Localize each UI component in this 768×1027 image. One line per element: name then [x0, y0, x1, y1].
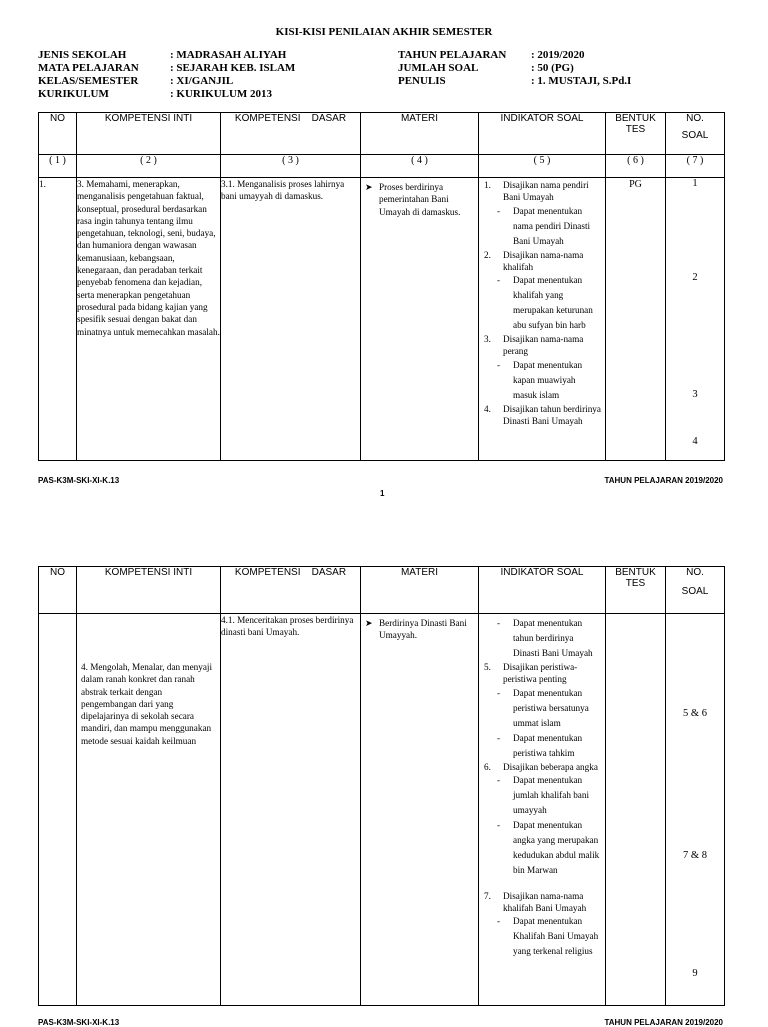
indikator-number: 3. — [484, 334, 491, 345]
list-item — [484, 761, 601, 773]
list-item — [484, 686, 601, 761]
header-kompetensi-dasar: KOMPETENSI DASAR — [221, 567, 361, 614]
soal-number: 7 & 8 — [683, 850, 707, 861]
no-soal-cell — [666, 614, 725, 1006]
list-item — [484, 358, 601, 403]
materi-item — [361, 178, 478, 218]
kompetensi-dasar-text: 4.1. Menceritakan proses berdirinya dinasti bani Umayah. — [221, 614, 361, 1006]
meta-value: : 2019/2020 — [531, 49, 585, 61]
indikator-number: 5. — [484, 662, 491, 672]
sub-item: - Dapat menentukan peristiwa tahkim — [497, 731, 601, 761]
indikator-number: 1. — [484, 180, 491, 190]
meta-value: : MADRASAH ALIYAH — [170, 49, 287, 61]
indikator-number: 6. — [484, 761, 491, 772]
header-no-soal-line2: SOAL — [681, 586, 709, 597]
sub-item: - Dapat menentukan kapan muawiyah masuk islam — [497, 358, 601, 403]
soal-number: 1 — [692, 178, 698, 189]
soal-number: 9 — [692, 968, 698, 979]
list-item — [484, 273, 601, 333]
header-no-soal-line1: NO. — [686, 567, 704, 578]
meta-value: : 50 (PG) — [531, 62, 574, 74]
col-index: ( 1 ) — [39, 155, 77, 178]
materi-cell — [361, 614, 479, 1006]
header-no-soal — [666, 113, 725, 155]
header-materi: MATERI — [361, 567, 479, 614]
header-no: NO — [39, 567, 77, 614]
indikator-cell — [479, 178, 606, 461]
footer-year: TAHUN PELAJARAN 2019/2020 — [604, 476, 723, 485]
soal-number: 5 & 6 — [683, 708, 707, 719]
header-bentuk-tes: BENTUK TES — [606, 113, 666, 155]
row-number — [39, 614, 77, 1006]
meta-label: KELAS/SEMESTER — [38, 75, 139, 87]
sub-item-text: Dapat menentukan kapan muawiyah masuk islam — [513, 359, 583, 400]
sub-list — [484, 773, 601, 878]
meta-year-row — [398, 49, 631, 62]
meta-class-row — [38, 75, 295, 88]
table-row — [39, 614, 725, 1006]
indikator-text: Disajikan nama pendiri Bani Umayah — [503, 180, 589, 203]
indikator-number: 4. — [484, 403, 491, 414]
sub-item: - Dapat menentukan Khalifah Bani Umayah yang terkenal religius — [497, 914, 601, 959]
list-item — [484, 914, 601, 959]
footer-code: PAS-K3M-SKI-XI-K.13 — [38, 1018, 120, 1027]
arrow-bullet-icon: ➤ — [365, 182, 373, 192]
column-index-row — [39, 155, 725, 178]
sub-item: - Dapat menentukan angka yang merupakan kedudukan abdul malik bin Marwan — [497, 818, 601, 878]
col-index: ( 3 ) — [221, 155, 361, 178]
table-row — [39, 178, 725, 461]
indikator-cell — [479, 614, 606, 1006]
bentuk-tes-value — [606, 614, 666, 1006]
meta-label: MATA PELAJARAN — [38, 62, 139, 74]
header-row — [39, 113, 725, 155]
meta-school-row — [38, 49, 295, 62]
document-title: KISI-KISI PENILAIAN AKHIR SEMESTER — [275, 26, 493, 38]
row-number: 1. — [39, 178, 77, 461]
sub-list — [484, 273, 601, 333]
kisi-table-page-1 — [38, 112, 725, 461]
indikator-text: Disajikan nama-nama khalifah Bani Umayah — [503, 890, 587, 914]
meta-value: : XI/GANJIL — [170, 75, 234, 87]
kompetensi-dasar-text: 3.1. Menganalisis proses lahirnya bani umayyah di damaskus. — [221, 178, 361, 461]
sub-item: - Dapat menentukan jumlah khalifah bani umayyah — [497, 773, 601, 818]
indikator-number: 2. — [484, 249, 491, 260]
col-index: ( 7 ) — [666, 155, 725, 178]
list-item — [484, 249, 601, 274]
meta-value: : 1. MUSTAJI, S.Pd.I — [531, 75, 632, 87]
meta-label: JENIS SEKOLAH — [38, 49, 127, 61]
meta-author-row — [398, 75, 631, 88]
header-bentuk-tes: BENTUK TES — [606, 567, 666, 614]
header-no: NO — [39, 113, 77, 155]
indikator-list — [479, 614, 605, 959]
list-item — [484, 179, 601, 204]
sub-item-text: Dapat menentukan nama pendiri Dinasti Bani Umayah — [513, 205, 591, 246]
sub-item-text: Dapat menentukan angka yang merupakan kedudukan abdul malik bin Marwan — [513, 819, 600, 875]
sub-list — [484, 204, 601, 249]
meta-label: KURIKULUM — [38, 88, 109, 100]
header-indikator: INDIKATOR SOAL — [479, 113, 606, 155]
kompetensi-inti-text: 4. Mengolah, Menalar, dan menyaji dalam ranah konkret dan ranah abstrak terkait dengan pengembangan dari yang dipelajarinya di sekolah secara mandiri, dan mampu menggunakan metode sesuai kaidah keilmuan — [77, 614, 221, 1006]
header-no-soal — [666, 567, 725, 614]
kisi-table-page-2 — [38, 566, 725, 1006]
soal-number: 4 — [692, 436, 698, 447]
sub-item: - Dapat menentukan nama pendiri Dinasti Bani Umayah — [497, 204, 601, 249]
indikator-text: Disajikan beberapa angka — [503, 761, 598, 772]
no-soal-cell — [666, 178, 725, 461]
sub-item-text: Dapat menentukan khalifah yang merupakan keturunan abu sufyan bin harb — [513, 275, 593, 331]
indikator-list — [479, 178, 605, 427]
meta-subject-row — [38, 62, 295, 75]
materi-cell — [361, 178, 479, 461]
materi-item — [361, 614, 478, 642]
soal-number: 2 — [692, 272, 698, 283]
sub-item-text: Dapat menentukan jumlah khalifah bani umayyah — [513, 774, 590, 815]
col-index: ( 2 ) — [77, 155, 221, 178]
meta-right — [398, 49, 631, 88]
header-indikator: INDIKATOR SOAL — [479, 567, 606, 614]
header-kompetensi-dasar: KOMPETENSI DASAR — [221, 113, 361, 155]
kompetensi-inti-text: 3. Memahami, menerapkan, menganalisis pengetahuan faktual, konseptual, prosedural berdasarkan rasa ingin tahunya tentang ilmu pengetahuan, teknologi, seni, budaya, dan humaniora dengan wawasan kemanusiaan, kebangsaan, kenegaraan, dan peradaban terkait penyebab fenomena dan kejadian, serta menerapkan pengetahuan prosedural pada bidang kajian yang spesifik sesuai dengan bakat dan minatnya untuk memecahkan masalah. — [77, 178, 221, 461]
sub-item-text: Dapat menentukan Khalifah Bani Umayah yang terkenal religius — [513, 916, 599, 957]
list-item — [484, 616, 601, 661]
sub-item: - Dapat menentukan tahun berdirinya Dinasti Bani Umayah — [497, 616, 601, 661]
indikator-text: Disajikan nama-nama perang — [503, 334, 584, 357]
sub-item-text: Dapat menentukan peristiwa bersatunya ummat islam — [513, 687, 589, 728]
indikator-text: Disajikan peristiwa-peristiwa penting — [503, 662, 578, 685]
page-number: 1 — [380, 489, 385, 498]
sub-list — [484, 358, 601, 403]
footer-code: PAS-K3M-SKI-XI-K.13 — [38, 476, 120, 485]
list-item — [484, 890, 601, 915]
list-item — [484, 204, 601, 249]
sub-list — [484, 914, 601, 959]
meta-label: JUMLAH SOAL — [398, 62, 479, 74]
list-item — [484, 773, 601, 878]
indikator-number: 7. — [484, 890, 491, 901]
meta-curriculum-row — [38, 88, 295, 101]
meta-label: PENULIS — [398, 75, 446, 87]
col-index: ( 4 ) — [361, 155, 479, 178]
arrow-bullet-icon: ➤ — [365, 618, 373, 628]
list-item — [484, 333, 601, 358]
meta-label: TAHUN PELAJARAN — [398, 49, 507, 61]
col-index: ( 6 ) — [606, 155, 666, 178]
col-index: ( 5 ) — [479, 155, 606, 178]
materi-text: Proses berdirinya pemerintahan Bani Umayah di damaskus. — [379, 182, 461, 217]
sub-list — [484, 616, 601, 661]
header-no-soal-line2: SOAL — [681, 130, 709, 141]
sub-item-text: Dapat menentukan tahun berdirinya Dinasti Bani Umayah — [513, 618, 593, 658]
sub-item-text: Dapat menentukan peristiwa tahkim — [513, 732, 583, 758]
header-kompetensi-inti: KOMPETENSI INTI — [77, 567, 221, 614]
list-item — [484, 403, 601, 428]
list-item — [484, 661, 601, 686]
materi-text: Berdirinya Dinasti Bani Umayyah. — [379, 618, 467, 641]
indikator-text: Disajikan nama-nama khalifah — [503, 249, 584, 272]
header-no-soal-line1: NO. — [686, 113, 704, 124]
footer-year: TAHUN PELAJARAN 2019/2020 — [604, 1018, 723, 1027]
header-kompetensi-inti: KOMPETENSI INTI — [77, 113, 221, 155]
sub-list — [484, 686, 601, 761]
bentuk-tes-value: PG — [606, 178, 666, 461]
soal-number: 3 — [692, 389, 698, 400]
sub-item: - Dapat menentukan khalifah yang merupakan keturunan abu sufyan bin harb — [497, 273, 601, 333]
meta-value: : SEJARAH KEB. ISLAM — [170, 62, 296, 74]
meta-value: : KURIKULUM 2013 — [170, 88, 273, 100]
sub-item: - Dapat menentukan peristiwa bersatunya ummat islam — [497, 686, 601, 731]
meta-left — [38, 49, 295, 101]
header-materi: MATERI — [361, 113, 479, 155]
meta-count-row — [398, 62, 631, 75]
indikator-text: Disajikan tahun berdirinya Dinasti Bani Umayah — [503, 403, 601, 427]
header-row — [39, 567, 725, 614]
